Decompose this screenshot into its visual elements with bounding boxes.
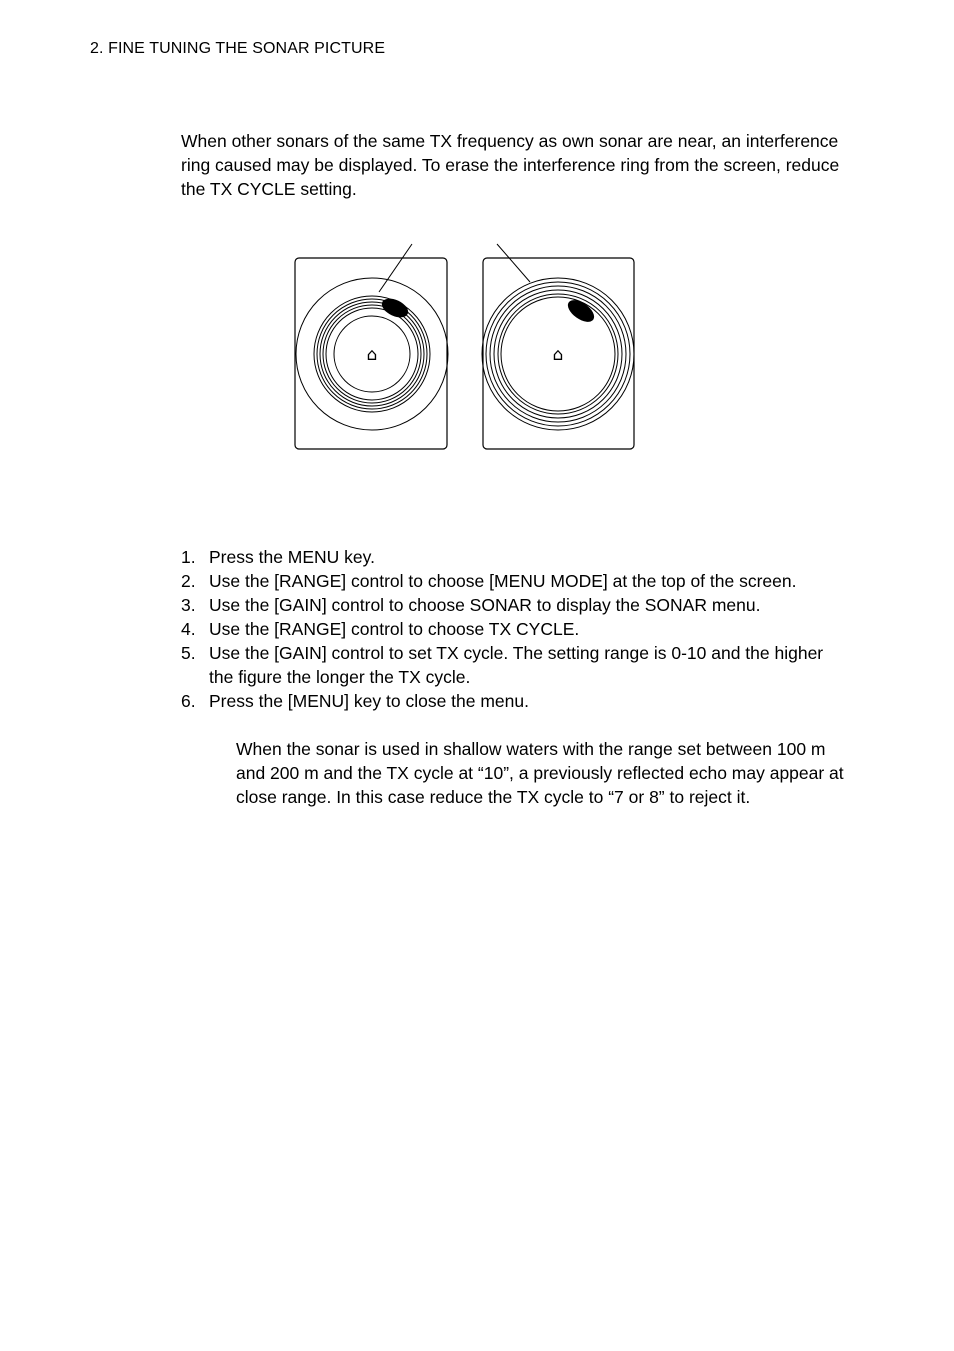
interference-ring-figure bbox=[290, 240, 650, 460]
procedure-step: 4. Use the [RANGE] control to choose TX CYCLE. bbox=[181, 619, 580, 639]
leader-line-right bbox=[497, 244, 530, 282]
intro-paragraph: When other sonars of the same TX frequency as own sonar are near, an interference ring caused may be displayed. To erase the interference ring from the screen, reduce the TX CYCLE setting. bbox=[181, 131, 840, 199]
procedure-steps bbox=[181, 545, 841, 713]
echo-blob-left bbox=[379, 295, 411, 321]
procedure-step: 6. Press the [MENU] key to close the menu. bbox=[181, 691, 529, 711]
sonar-screen-left bbox=[295, 244, 448, 449]
procedure-step: 5. Use the [GAIN] control to set TX cycle. The setting range is 0-10 and the higher the figure the longer the TX cycle. bbox=[181, 643, 824, 687]
running-head: 2. FINE TUNING THE SONAR PICTURE bbox=[90, 40, 386, 57]
sonar-screen-right bbox=[482, 244, 634, 449]
procedure-step: 1. Press the MENU key. bbox=[181, 547, 375, 567]
note-paragraph: When the sonar is used in shallow waters with the range set between 100 m and 200 m and the TX cycle at “10”, a previously reflected echo may appear at close range. In this case reduce the TX cycle to “7 or 8” to reject it. bbox=[236, 739, 844, 807]
procedure-step: 2. Use the [RANGE] control to choose [MENU MODE] at the top of the screen. bbox=[181, 571, 797, 591]
home-icon-left: ⌂ bbox=[366, 345, 378, 365]
home-icon-right: ⌂ bbox=[552, 345, 564, 365]
procedure-step: 3. Use the [GAIN] control to choose SONAR to display the SONAR menu. bbox=[181, 595, 761, 615]
leader-line-left bbox=[379, 244, 412, 292]
